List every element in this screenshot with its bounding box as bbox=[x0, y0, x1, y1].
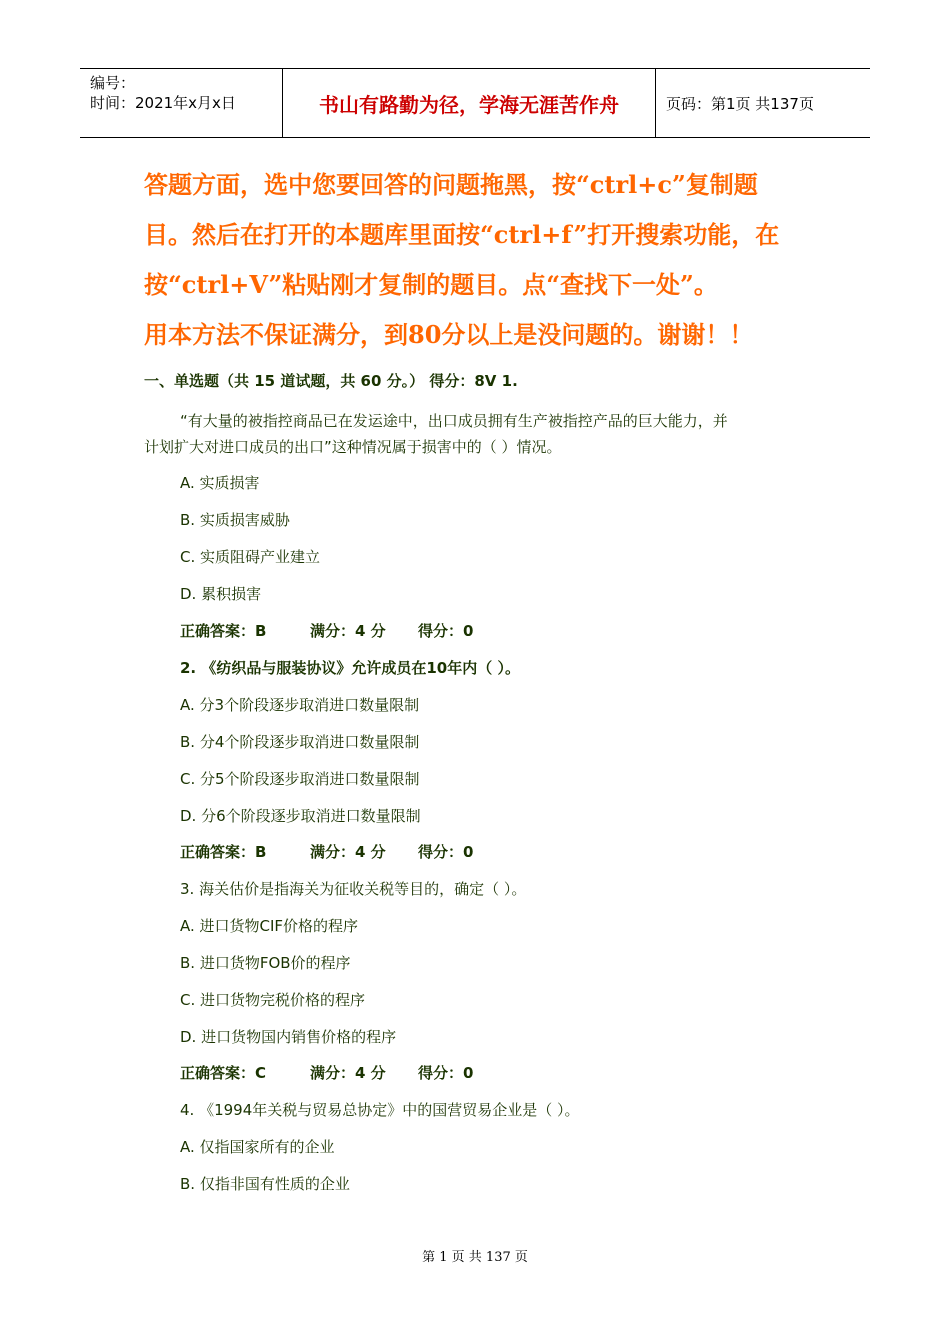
notice-line: 按“ctrl+V”粘贴刚才复制的题目。点“查找下一处”。 bbox=[144, 270, 718, 299]
time-label: 时间：2021年x月x日 bbox=[90, 94, 236, 112]
answer-row bbox=[180, 620, 473, 641]
score: 得分：0 bbox=[418, 622, 474, 640]
option-d: D. 分6个阶段逐步取消进口数量限制 bbox=[180, 807, 421, 825]
answer-row bbox=[180, 841, 473, 862]
option-a: A. 实质损害 bbox=[180, 474, 260, 492]
question-stem: 4. 《1994年关税与贸易总协定》中的国营贸易企业是（ ）。 bbox=[180, 1101, 580, 1119]
notice-line: 目。然后在打开的本题库里面按“ctrl+f”打开搜索功能，在 bbox=[144, 220, 780, 249]
full-score: 满分：4 分 bbox=[310, 622, 386, 640]
full-score: 满分：4 分 bbox=[310, 1064, 386, 1082]
question-stem: 2. 《纺织品与服装协议》允许成员在10年内（ ）。 bbox=[180, 659, 520, 677]
header-motto: 书山有路勤为径，学海无涯苦作舟 bbox=[282, 69, 656, 137]
option-b: B. 实质损害威胁 bbox=[180, 511, 290, 529]
page-header bbox=[80, 68, 870, 138]
answer-row bbox=[180, 1062, 473, 1083]
option-c: C. 实质阻碍产业建立 bbox=[180, 548, 321, 566]
question-stem: 计划扩大对进口成员的出口”这种情况属于损害中的（ ）情况。 bbox=[144, 438, 562, 456]
full-score: 满分：4 分 bbox=[310, 843, 386, 861]
option-a: A. 仅指国家所有的企业 bbox=[180, 1138, 335, 1156]
correct-answer: 正确答案：B bbox=[180, 843, 267, 861]
page-footer: 第 1 页 共 137 页 bbox=[422, 1250, 528, 1265]
option-d: D. 进口货物国内销售价格的程序 bbox=[180, 1028, 397, 1046]
option-a: A. 分3个阶段逐步取消进口数量限制 bbox=[180, 696, 420, 714]
question-stem: 3. 海关估价是指海关为征收关税等目的，确定（ ）。 bbox=[180, 880, 527, 898]
option-a: A. 进口货物CIF价格的程序 bbox=[180, 917, 359, 935]
option-c: C. 分5个阶段逐步取消进口数量限制 bbox=[180, 770, 420, 788]
score: 得分：0 bbox=[418, 1064, 474, 1082]
section-title: 一、单选题（共 15 道试题，共 60 分。） 得分：8V 1. bbox=[144, 372, 518, 390]
correct-answer: 正确答案：C bbox=[180, 1064, 267, 1082]
score: 得分：0 bbox=[418, 843, 474, 861]
option-b: B. 分4个阶段逐步取消进口数量限制 bbox=[180, 733, 420, 751]
option-b: B. 进口货物FOB价的程序 bbox=[180, 954, 351, 972]
instruction-notice bbox=[144, 160, 824, 360]
question-stem: “有大量的被指控商品已在发运途中，出口成员拥有生产被指控产品的巨大能力，并 bbox=[180, 412, 728, 430]
code-label: 编号： bbox=[90, 74, 136, 92]
correct-answer: 正确答案：B bbox=[180, 622, 267, 640]
header-page-label: 页码：第1页 共137页 bbox=[666, 94, 814, 113]
header-meta bbox=[80, 69, 282, 137]
option-d: D. 累积损害 bbox=[180, 585, 262, 603]
notice-line: 答题方面，选中您要回答的问题拖黑，按“ctrl+c”复制题 bbox=[144, 170, 758, 199]
option-c: C. 进口货物完税价格的程序 bbox=[180, 991, 366, 1009]
option-b: B. 仅指非国有性质的企业 bbox=[180, 1175, 350, 1193]
notice-line: 用本方法不保证满分，到80分以上是没问题的。谢谢！！ bbox=[144, 320, 754, 349]
